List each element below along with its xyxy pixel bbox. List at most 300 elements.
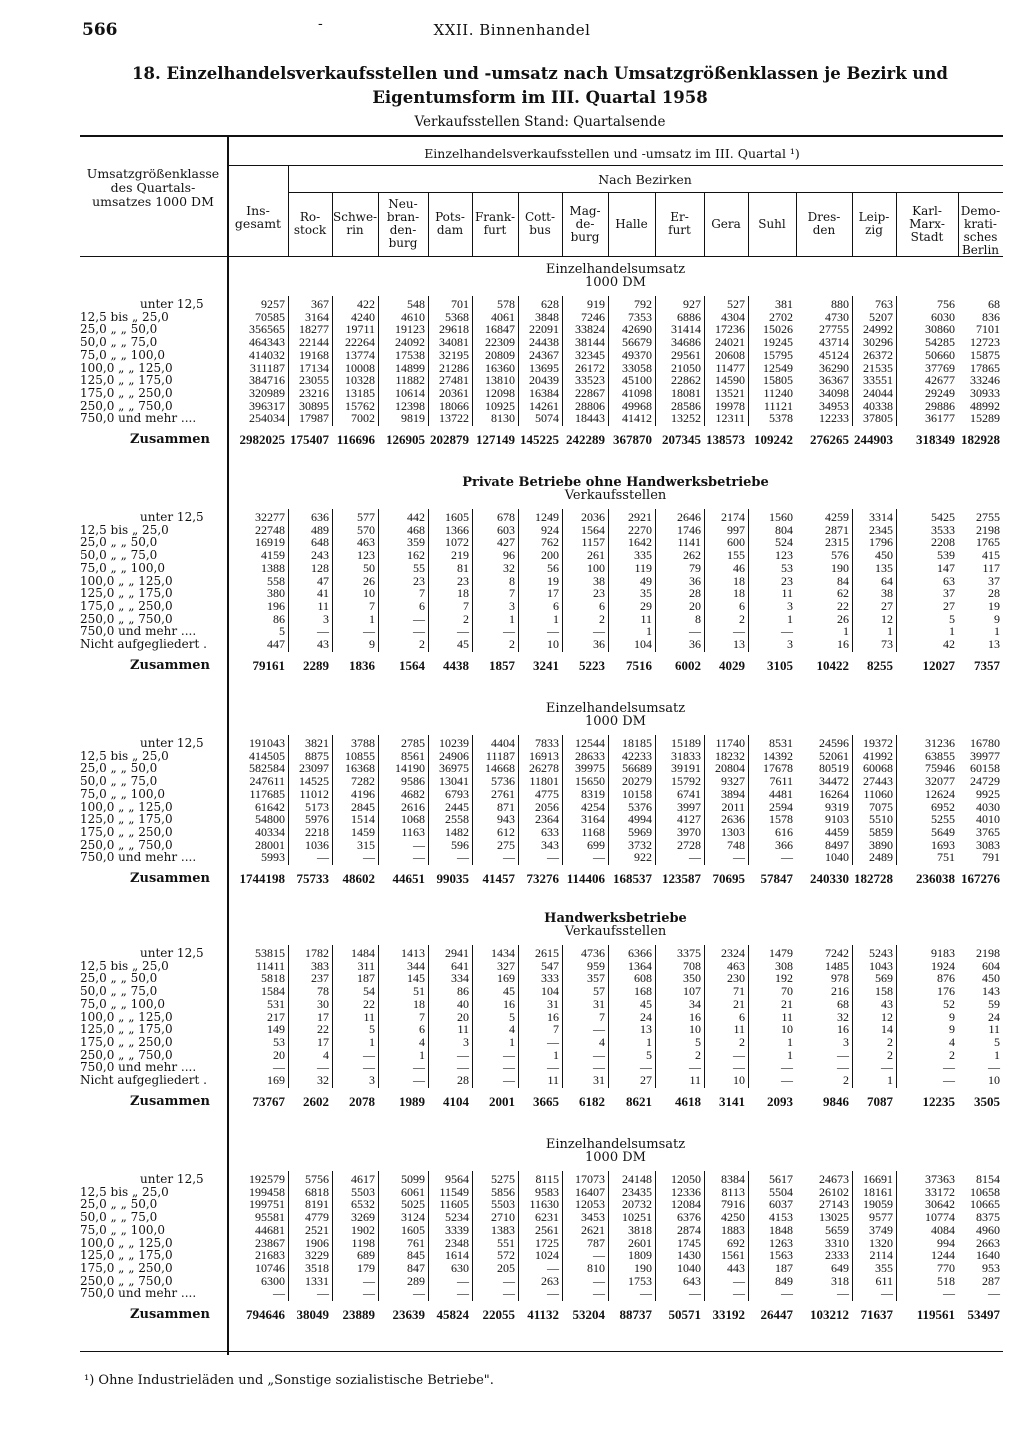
table-cell: 4259	[825, 510, 849, 524]
table-cell: 54800	[255, 812, 285, 827]
table-cell: 217	[267, 1009, 285, 1024]
table-cell: 13	[988, 637, 1000, 651]
table-cell: 75946	[925, 761, 955, 776]
table-cell: —	[689, 624, 701, 639]
table-cell: 143	[982, 984, 1000, 999]
table-cell: 8531	[769, 736, 793, 750]
row-label: 12,5 bis „ 25,0	[80, 748, 169, 763]
table-cell: 578	[497, 297, 515, 311]
column-rule	[896, 735, 897, 865]
section-heading: Einzelhandelsumsatz	[545, 701, 686, 716]
table-cell: 32345	[575, 347, 605, 362]
table-cell: 20361	[439, 385, 469, 400]
column-header-part: burg	[388, 236, 418, 250]
table-cell: 6376	[677, 1210, 701, 1225]
table-cell: 48992	[970, 398, 1000, 413]
total-cell: 242289	[566, 432, 605, 447]
table-cell: 1765	[976, 535, 1000, 550]
table-cell: 21	[733, 996, 745, 1011]
table-cell: 27443	[863, 774, 893, 789]
column-header-part: bran-	[386, 210, 420, 224]
column-header-part: rin	[346, 223, 364, 237]
total-cell: 127149	[476, 432, 515, 447]
table-cell: 10	[988, 1073, 1000, 1087]
total-cell: 41132	[527, 1307, 559, 1322]
table-cell: —	[593, 850, 605, 865]
table-cell: 16780	[970, 736, 1000, 750]
table-cell: 6793	[445, 786, 469, 801]
table-cell: 689	[357, 1248, 375, 1263]
table-cell: 28001	[255, 837, 285, 852]
table-cell: 12549	[763, 360, 793, 375]
table-cell: 80519	[819, 761, 849, 776]
total-cell: 1564	[399, 657, 425, 673]
row-label: unter 12,5	[140, 297, 204, 311]
table-cell: 7	[463, 598, 469, 613]
row-label: 125,0 „ „ 175,0	[80, 373, 173, 388]
table-cell: 1141	[677, 535, 701, 550]
table-cell: 8875	[305, 748, 329, 763]
table-cell: 15795	[763, 347, 793, 362]
table-cell: 11605	[439, 1197, 469, 1212]
table-cell: 36	[689, 637, 701, 651]
column-rule	[378, 735, 379, 865]
column-rule	[655, 735, 656, 865]
table-cell: 12723	[970, 335, 1000, 350]
table-cell: 2615	[535, 946, 559, 960]
row-label: 750,0 und mehr ....	[80, 1286, 197, 1301]
table-cell: —	[363, 1273, 375, 1288]
row-label: unter 12,5	[140, 1172, 204, 1186]
table-cell: 5376	[628, 799, 652, 814]
total-cell: 207345	[662, 432, 701, 447]
column-header-part: Demo-	[960, 203, 1001, 218]
table-cell: 22748	[255, 522, 285, 537]
total-cell: 41457	[482, 871, 515, 886]
table-cell: 1	[509, 1034, 515, 1049]
table-cell: 1249	[535, 510, 559, 524]
column-rule	[704, 1171, 705, 1301]
table-cell: 23	[593, 586, 605, 601]
table-cell: 10158	[622, 786, 652, 801]
table-cell: 2710	[491, 1210, 515, 1225]
table-cell: 11	[547, 1073, 559, 1087]
row-label: 12,5 bis „ 25,0	[80, 1184, 169, 1199]
footnote: ¹) Ohne Industrieläden und „Sonstige sozialistische Betriebe".	[84, 1373, 494, 1388]
table-cell: 6818	[305, 1184, 329, 1199]
table-cell: 200	[541, 548, 559, 563]
total-cell: 2289	[303, 657, 329, 673]
table-cell: 1	[994, 624, 1000, 639]
table-cell: 24992	[863, 322, 893, 337]
table-cell: 52	[943, 996, 955, 1011]
table-cell: —	[547, 1286, 559, 1301]
table-cell: 355	[875, 1260, 893, 1275]
table-cell: 1320	[869, 1235, 893, 1250]
table-cell: 15762	[345, 398, 375, 413]
table-cell: 2198	[976, 946, 1000, 960]
table-cell: 708	[683, 958, 701, 973]
total-cell: 114406	[566, 871, 605, 886]
table-cell: 2	[843, 1073, 849, 1087]
table-cell: 28586	[671, 398, 701, 413]
total-label: Zusammen	[130, 1093, 210, 1109]
table-cell: 26372	[863, 347, 893, 362]
table-title	[80, 62, 1000, 110]
table-cell: 8113	[721, 1184, 745, 1199]
table-cell: 30895	[299, 398, 329, 413]
table-cell: 27143	[819, 1197, 849, 1212]
table-cell: 427	[497, 535, 515, 550]
table-cell: 7611	[769, 774, 793, 789]
table-cell: 3894	[721, 786, 745, 801]
table-cell: 8561	[401, 748, 425, 763]
table-cell: 450	[982, 971, 1000, 986]
table-cell: 2874	[677, 1222, 701, 1237]
table-cell: 4127	[677, 812, 701, 827]
table-cell: 2	[695, 1047, 701, 1062]
total-cell: 4029	[719, 657, 745, 673]
table-cell: 41992	[863, 748, 893, 763]
table-cell: 3453	[581, 1210, 605, 1225]
column-header-part: Stadt	[910, 229, 944, 244]
table-cell: 21535	[863, 360, 893, 375]
table-cell: 612	[497, 824, 515, 839]
total-label: Zusammen	[130, 657, 210, 673]
table-cell: 41098	[622, 385, 652, 400]
table-cell: 41412	[622, 411, 652, 426]
row-label: 25,0 „ „ 50,0	[80, 1197, 158, 1212]
table-cell: 2663	[976, 1235, 1000, 1250]
column-header-part: zig	[865, 223, 883, 237]
table-cell: 5	[509, 1009, 515, 1024]
table-cell: 13722	[439, 411, 469, 426]
column-rule	[472, 509, 473, 652]
table-cell: 4994	[628, 812, 652, 827]
table-cell: 40334	[255, 824, 285, 839]
table-cell: 2315	[825, 535, 849, 550]
column-header	[429, 211, 471, 237]
table-cell: 7	[553, 1022, 559, 1037]
table-cell: 582584	[249, 761, 285, 776]
table-cell: 4010	[976, 812, 1000, 827]
table-cell: —	[593, 624, 605, 639]
table-cell: 997	[727, 522, 745, 537]
table-cell: 2036	[581, 510, 605, 524]
table-cell: —	[781, 850, 793, 865]
table-cell: 2218	[305, 824, 329, 839]
table-cell: 13041	[439, 774, 469, 789]
table-cell: 3997	[677, 799, 701, 814]
table-cell: 4061	[491, 309, 515, 324]
table-cell: 333	[541, 971, 559, 986]
table-cell: 5	[994, 1034, 1000, 1049]
row-label: 125,0 „ „ 175,0	[80, 812, 173, 827]
column-header-part: Karl-	[912, 203, 942, 218]
table-cell: 29	[640, 598, 652, 613]
table-cell: 46	[733, 560, 745, 575]
table-cell: 10	[547, 637, 559, 651]
table-cell: 2270	[628, 522, 652, 537]
table-cell: 4196	[351, 786, 375, 801]
column-rule	[562, 296, 563, 426]
table-cell: 547	[541, 958, 559, 973]
table-cell: 23097	[299, 761, 329, 776]
table-cell: 6030	[931, 309, 955, 324]
table-cell: 11411	[255, 958, 285, 973]
table-cell: 28633	[575, 748, 605, 763]
column-header-part: Neu-	[388, 197, 418, 211]
table-cell: 3	[369, 1073, 375, 1087]
table-cell: 104	[634, 637, 652, 651]
row-label: 25,0 „ „ 50,0	[80, 971, 158, 986]
table-cell: 3821	[305, 736, 329, 750]
table-cell: 17678	[763, 761, 793, 776]
table-cell: —	[457, 850, 469, 865]
table-cell: 350	[683, 971, 701, 986]
table-cell: 50660	[925, 347, 955, 362]
total-cell: 318349	[916, 432, 955, 447]
total-cell: 53204	[572, 1307, 605, 1322]
table-cell: 29886	[925, 398, 955, 413]
table-cell: —	[457, 624, 469, 639]
table-cell: 2489	[869, 850, 893, 865]
table-cell: 31	[593, 1073, 605, 1087]
table-cell: —	[413, 837, 425, 852]
table-cell: 39977	[970, 748, 1000, 763]
column-header	[228, 204, 288, 230]
row-label: 175,0 „ „ 250,0	[80, 385, 173, 400]
table-cell: 47	[317, 573, 329, 588]
column-header-part: bus	[529, 223, 551, 237]
table-cell: 6	[599, 598, 605, 613]
total-cell: 23889	[342, 1307, 375, 1322]
row-label: 750,0 und mehr ....	[80, 850, 197, 865]
table-cell: 27	[881, 598, 893, 613]
table-cell: 9183	[931, 946, 955, 960]
table-cell: 18	[457, 586, 469, 601]
column-header-part: Suhl	[758, 216, 786, 231]
table-cell: —	[943, 1073, 955, 1087]
column-rule	[704, 296, 705, 426]
table-cell: 2	[739, 1034, 745, 1049]
table-cell: 12624	[925, 786, 955, 801]
row-label: 750,0 und mehr ....	[80, 624, 197, 639]
table-cell: 15875	[970, 347, 1000, 362]
table-cell: 26102	[819, 1184, 849, 1199]
table-cell: 3314	[869, 510, 893, 524]
table-cell: 11	[457, 1022, 469, 1037]
table-cell: 43	[881, 996, 893, 1011]
table-cell: 17236	[715, 322, 745, 337]
table-cell: 41	[317, 586, 329, 601]
table-cell: 1072	[445, 535, 469, 550]
stub-header-text: Umsatzgrößenklasse des Quartals-umsatzes 1000 DM	[86, 166, 220, 209]
total-cell: 202879	[430, 432, 469, 447]
table-cell: 287	[982, 1273, 1000, 1288]
table-cell: 81	[457, 560, 469, 575]
table-cell: 262	[683, 548, 701, 563]
table-cell: —	[881, 1286, 893, 1301]
total-label: Zusammen	[130, 432, 210, 447]
table-cell: 678	[497, 510, 515, 524]
table-cell: 3890	[869, 837, 893, 852]
table-cell: 10008	[345, 360, 375, 375]
table-cell: —	[640, 1286, 652, 1301]
table-cell: 28	[988, 586, 1000, 601]
table-cell: 22091	[529, 322, 559, 337]
total-cell: 38049	[296, 1307, 329, 1322]
table-cell: 2521	[305, 1222, 329, 1237]
table-cell: 11	[781, 1009, 793, 1024]
table-cell: 6741	[677, 786, 701, 801]
column-header-part: Gera	[711, 216, 741, 231]
table-cell: 23	[457, 573, 469, 588]
table-cell: 596	[451, 837, 469, 852]
table-cell: 9327	[721, 774, 745, 789]
table-cell: 5275	[491, 1172, 515, 1186]
table-cell: 1040	[825, 850, 849, 865]
column-header	[473, 211, 517, 237]
table-cell: 6061	[401, 1184, 425, 1199]
column-rule	[852, 735, 853, 865]
table-subtitle: Verkaufsstellen Stand: Quartalsende	[414, 114, 666, 130]
table-cell: 205	[497, 1260, 515, 1275]
table-cell: 1157	[581, 535, 605, 550]
table-cell: 770	[937, 1260, 955, 1275]
table-cell: 20439	[529, 373, 559, 388]
column-rule	[472, 735, 473, 865]
column-rule	[428, 735, 429, 865]
table-cell: 1413	[401, 946, 425, 960]
total-cell: 12027	[922, 657, 955, 673]
table-cell: 600	[727, 535, 745, 550]
table-cell: 61642	[255, 799, 285, 814]
table-cell: 20	[273, 1047, 285, 1062]
table-cell: 20	[689, 598, 701, 613]
table-cell: 876	[937, 971, 955, 986]
row-label: 125,0 „ „ 175,0	[80, 1022, 173, 1037]
table-cell: 16	[503, 996, 515, 1011]
table-cell: 7	[419, 1009, 425, 1024]
table-cell: 36367	[819, 373, 849, 388]
table-cell: 12	[881, 611, 893, 626]
row-label: 75,0 „ „ 100,0	[80, 560, 165, 575]
column-header	[519, 211, 561, 237]
table-cell: 45124	[819, 347, 849, 362]
table-cell: 6886	[677, 309, 701, 324]
table-cell: 16691	[863, 1172, 893, 1186]
table-cell: 959	[587, 958, 605, 973]
row-label: 50,0 „ „ 75,0	[80, 1210, 158, 1225]
table-cell: 6	[419, 598, 425, 613]
table-cell: 5503	[351, 1184, 375, 1199]
table-cell: 31833	[671, 748, 701, 763]
table-cell: 16	[689, 1009, 701, 1024]
rule-line	[80, 256, 1003, 257]
table-cell: 1642	[628, 535, 652, 550]
table-cell: 7916	[721, 1197, 745, 1212]
table-cell: 699	[587, 837, 605, 852]
table-cell: 135	[875, 560, 893, 575]
column-header-part: sches Berlin	[961, 229, 1000, 257]
column-rule	[562, 735, 563, 865]
table-cell: 12398	[395, 398, 425, 413]
table-cell: 187	[775, 1260, 793, 1275]
table-cell: 845	[407, 1248, 425, 1263]
table-cell: 23435	[622, 1184, 652, 1199]
table-cell: 2	[949, 1047, 955, 1062]
table-cell: 442	[407, 510, 425, 524]
table-cell: —	[457, 1047, 469, 1062]
table-cell: 37	[988, 573, 1000, 588]
table-cell: 2594	[769, 799, 793, 814]
column-header	[705, 218, 747, 231]
table-cell: —	[457, 1286, 469, 1301]
table-cell: —	[689, 1286, 701, 1301]
table-cell: 308	[775, 958, 793, 973]
column-header-part: den-	[389, 223, 417, 237]
row-label: 750,0 und mehr ....	[80, 411, 197, 426]
table-cell: 2198	[976, 522, 1000, 537]
table-cell: 7282	[351, 774, 375, 789]
table-cell: 4030	[976, 799, 1000, 814]
table-cell: 603	[497, 522, 515, 537]
table-cell: 2	[739, 611, 745, 626]
table-cell: 12233	[819, 411, 849, 426]
column-rule	[655, 296, 656, 426]
table-cell: 919	[587, 297, 605, 311]
row-label: 75,0 „ „ 100,0	[80, 996, 165, 1011]
table-cell: 2845	[351, 799, 375, 814]
table-cell: 751	[937, 850, 955, 865]
column-header	[563, 205, 607, 244]
table-cell: —	[413, 1286, 425, 1301]
table-cell: 1040	[677, 1260, 701, 1275]
table-cell: 17134	[299, 360, 329, 375]
table-cell: 59	[988, 996, 1000, 1011]
separator-dash: -	[318, 16, 323, 32]
table-cell: 551	[497, 1235, 515, 1250]
table-cell: 5	[695, 1034, 701, 1049]
table-cell: 31	[547, 996, 559, 1011]
table-cell: 9	[949, 1009, 955, 1024]
table-cell: 26172	[575, 360, 605, 375]
table-cell: 263	[541, 1273, 559, 1288]
column-rule	[332, 945, 333, 1088]
table-cell: 548	[407, 297, 425, 311]
table-cell: 9	[369, 637, 375, 651]
total-cell: 23639	[392, 1307, 425, 1322]
row-label: 175,0 „ „ 250,0	[80, 824, 173, 839]
section-heading-unit: 1000 DM	[585, 275, 646, 290]
table-cell: 1693	[931, 837, 955, 852]
table-cell: —	[781, 1073, 793, 1087]
table-cell: 19372	[863, 736, 893, 750]
table-cell: 3	[509, 598, 515, 613]
table-cell: 10658	[970, 1184, 1000, 1199]
column-header-part: Cott-	[524, 210, 556, 224]
table-cell: 18443	[575, 411, 605, 426]
table-cell: 3229	[305, 1248, 329, 1263]
table-cell: 570	[357, 522, 375, 537]
table-cell: 1163	[401, 824, 425, 839]
column-rule	[748, 735, 749, 865]
table-cell: 27	[640, 1073, 652, 1087]
table-cell: 196	[267, 598, 285, 613]
table-cell: 1036	[305, 837, 329, 852]
table-cell: 1746	[677, 522, 701, 537]
